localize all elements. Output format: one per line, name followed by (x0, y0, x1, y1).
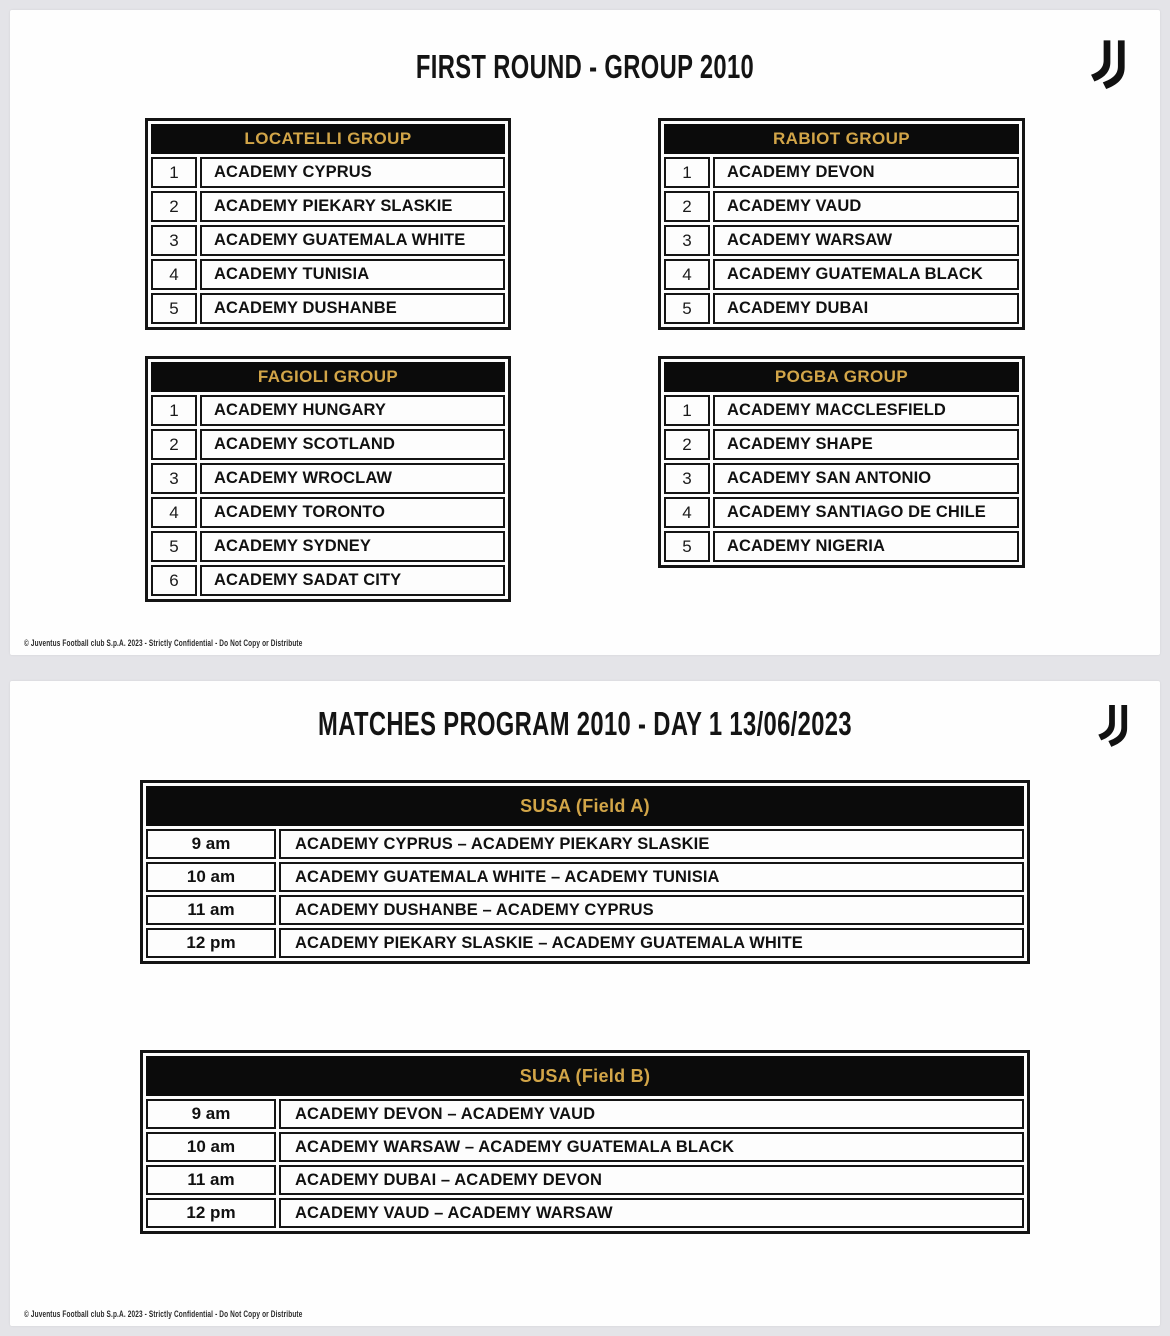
table-row (664, 157, 1019, 188)
position-cell: 6 (151, 565, 197, 596)
position-cell: 5 (664, 531, 710, 562)
group-table-locatelli (145, 118, 511, 330)
team-cell: ACADEMY TORONTO (200, 497, 505, 528)
table-row (151, 395, 505, 426)
match-cell: ACADEMY GUATEMALA WHITE – ACADEMY TUNISIA (279, 862, 1024, 892)
position-cell: 2 (664, 429, 710, 460)
team-cell: ACADEMY DUBAI (713, 293, 1019, 324)
position-cell: 1 (151, 157, 197, 188)
team-cell: ACADEMY SAN ANTONIO (713, 463, 1019, 494)
page-title: MATCHES PROGRAM 2010 - DAY 1 13/06/2023 (318, 705, 852, 742)
position-cell: 4 (664, 497, 710, 528)
team-cell: ACADEMY NIGERIA (713, 531, 1019, 562)
table-row (664, 531, 1019, 562)
confidential-footer: © Juventus Football club S.p.A. 2023 - Strictly Confidential - Do Not Copy or Distribute (24, 1309, 303, 1319)
match-cell: ACADEMY WARSAW – ACADEMY GUATEMALA BLACK (279, 1132, 1024, 1162)
team-cell: ACADEMY SYDNEY (200, 531, 505, 562)
team-cell: ACADEMY GUATEMALA WHITE (200, 225, 505, 256)
position-cell: 1 (664, 395, 710, 426)
juventus-logo-icon (1094, 701, 1130, 748)
team-cell: ACADEMY SHAPE (713, 429, 1019, 460)
table-row (664, 293, 1019, 324)
group-header: LOCATELLI GROUP (151, 124, 505, 154)
group-table-rabiot (658, 118, 1025, 330)
table-row (664, 463, 1019, 494)
position-cell: 4 (664, 259, 710, 290)
table-row (664, 395, 1019, 426)
table-row (664, 497, 1019, 528)
table-row (151, 497, 505, 528)
group-header: RABIOT GROUP (664, 124, 1019, 154)
team-cell: ACADEMY PIEKARY SLASKIE (200, 191, 505, 222)
table-row (151, 463, 505, 494)
confidential-footer: © Juventus Football club S.p.A. 2023 - Strictly Confidential - Do Not Copy or Distribute (24, 638, 303, 648)
group-table-pogba (658, 356, 1025, 568)
page-first-round-groups (10, 10, 1160, 655)
table-row (151, 225, 505, 256)
table-row (146, 928, 1024, 958)
page-title: FIRST ROUND - GROUP 2010 (415, 48, 755, 85)
team-cell: ACADEMY DUSHANBE (200, 293, 505, 324)
team-cell: ACADEMY HUNGARY (200, 395, 505, 426)
time-cell: 10 am (146, 862, 276, 892)
position-cell: 1 (151, 395, 197, 426)
time-cell: 12 pm (146, 1198, 276, 1228)
schedule-header: SUSA (Field A) (146, 786, 1024, 826)
time-cell: 10 am (146, 1132, 276, 1162)
position-cell: 4 (151, 497, 197, 528)
team-cell: ACADEMY MACCLESFIELD (713, 395, 1019, 426)
position-cell: 2 (664, 191, 710, 222)
table-row (151, 429, 505, 460)
position-cell: 2 (151, 429, 197, 460)
group-tables-grid (145, 118, 1025, 602)
group-header: FAGIOLI GROUP (151, 362, 505, 392)
team-cell: ACADEMY SADAT CITY (200, 565, 505, 596)
table-row (664, 225, 1019, 256)
team-cell: ACADEMY WARSAW (713, 225, 1019, 256)
table-row (146, 862, 1024, 892)
team-cell: ACADEMY CYPRUS (200, 157, 505, 188)
table-row (146, 1099, 1024, 1129)
table-row (151, 293, 505, 324)
time-cell: 9 am (146, 1099, 276, 1129)
position-cell: 3 (664, 463, 710, 494)
table-row (151, 157, 505, 188)
group-table-fagioli (145, 356, 511, 602)
table-row (151, 531, 505, 562)
table-row (151, 191, 505, 222)
match-cell: ACADEMY DEVON – ACADEMY VAUD (279, 1099, 1024, 1129)
team-cell: ACADEMY GUATEMALA BLACK (713, 259, 1019, 290)
position-cell: 1 (664, 157, 710, 188)
position-cell: 5 (664, 293, 710, 324)
position-cell: 5 (151, 531, 197, 562)
group-header: POGBA GROUP (664, 362, 1019, 392)
table-row (146, 1132, 1024, 1162)
team-cell: ACADEMY SCOTLAND (200, 429, 505, 460)
table-row (146, 829, 1024, 859)
team-cell: ACADEMY TUNISIA (200, 259, 505, 290)
match-cell: ACADEMY VAUD – ACADEMY WARSAW (279, 1198, 1024, 1228)
position-cell: 4 (151, 259, 197, 290)
time-cell: 9 am (146, 829, 276, 859)
team-cell: ACADEMY VAUD (713, 191, 1019, 222)
table-row (146, 895, 1024, 925)
team-cell: ACADEMY SANTIAGO DE CHILE (713, 497, 1019, 528)
position-cell: 3 (151, 225, 197, 256)
match-cell: ACADEMY DUBAI – ACADEMY DEVON (279, 1165, 1024, 1195)
team-cell: ACADEMY WROCLAW (200, 463, 505, 494)
match-cell: ACADEMY CYPRUS – ACADEMY PIEKARY SLASKIE (279, 829, 1024, 859)
position-cell: 2 (151, 191, 197, 222)
table-row (151, 565, 505, 596)
time-cell: 12 pm (146, 928, 276, 958)
position-cell: 3 (151, 463, 197, 494)
table-row (664, 259, 1019, 290)
page-matches-program (10, 681, 1160, 1326)
position-cell: 5 (151, 293, 197, 324)
schedule-table-field-a (140, 780, 1030, 964)
position-cell: 3 (664, 225, 710, 256)
time-cell: 11 am (146, 1165, 276, 1195)
table-row (146, 1198, 1024, 1228)
table-row (151, 259, 505, 290)
table-row (146, 1165, 1024, 1195)
team-cell: ACADEMY DEVON (713, 157, 1019, 188)
juventus-logo-icon (1086, 36, 1128, 90)
match-cell: ACADEMY DUSHANBE – ACADEMY CYPRUS (279, 895, 1024, 925)
schedule-header: SUSA (Field B) (146, 1056, 1024, 1096)
schedule-table-field-b (140, 1050, 1030, 1234)
time-cell: 11 am (146, 895, 276, 925)
match-cell: ACADEMY PIEKARY SLASKIE – ACADEMY GUATEMALA WHITE (279, 928, 1024, 958)
table-row (664, 429, 1019, 460)
table-row (664, 191, 1019, 222)
